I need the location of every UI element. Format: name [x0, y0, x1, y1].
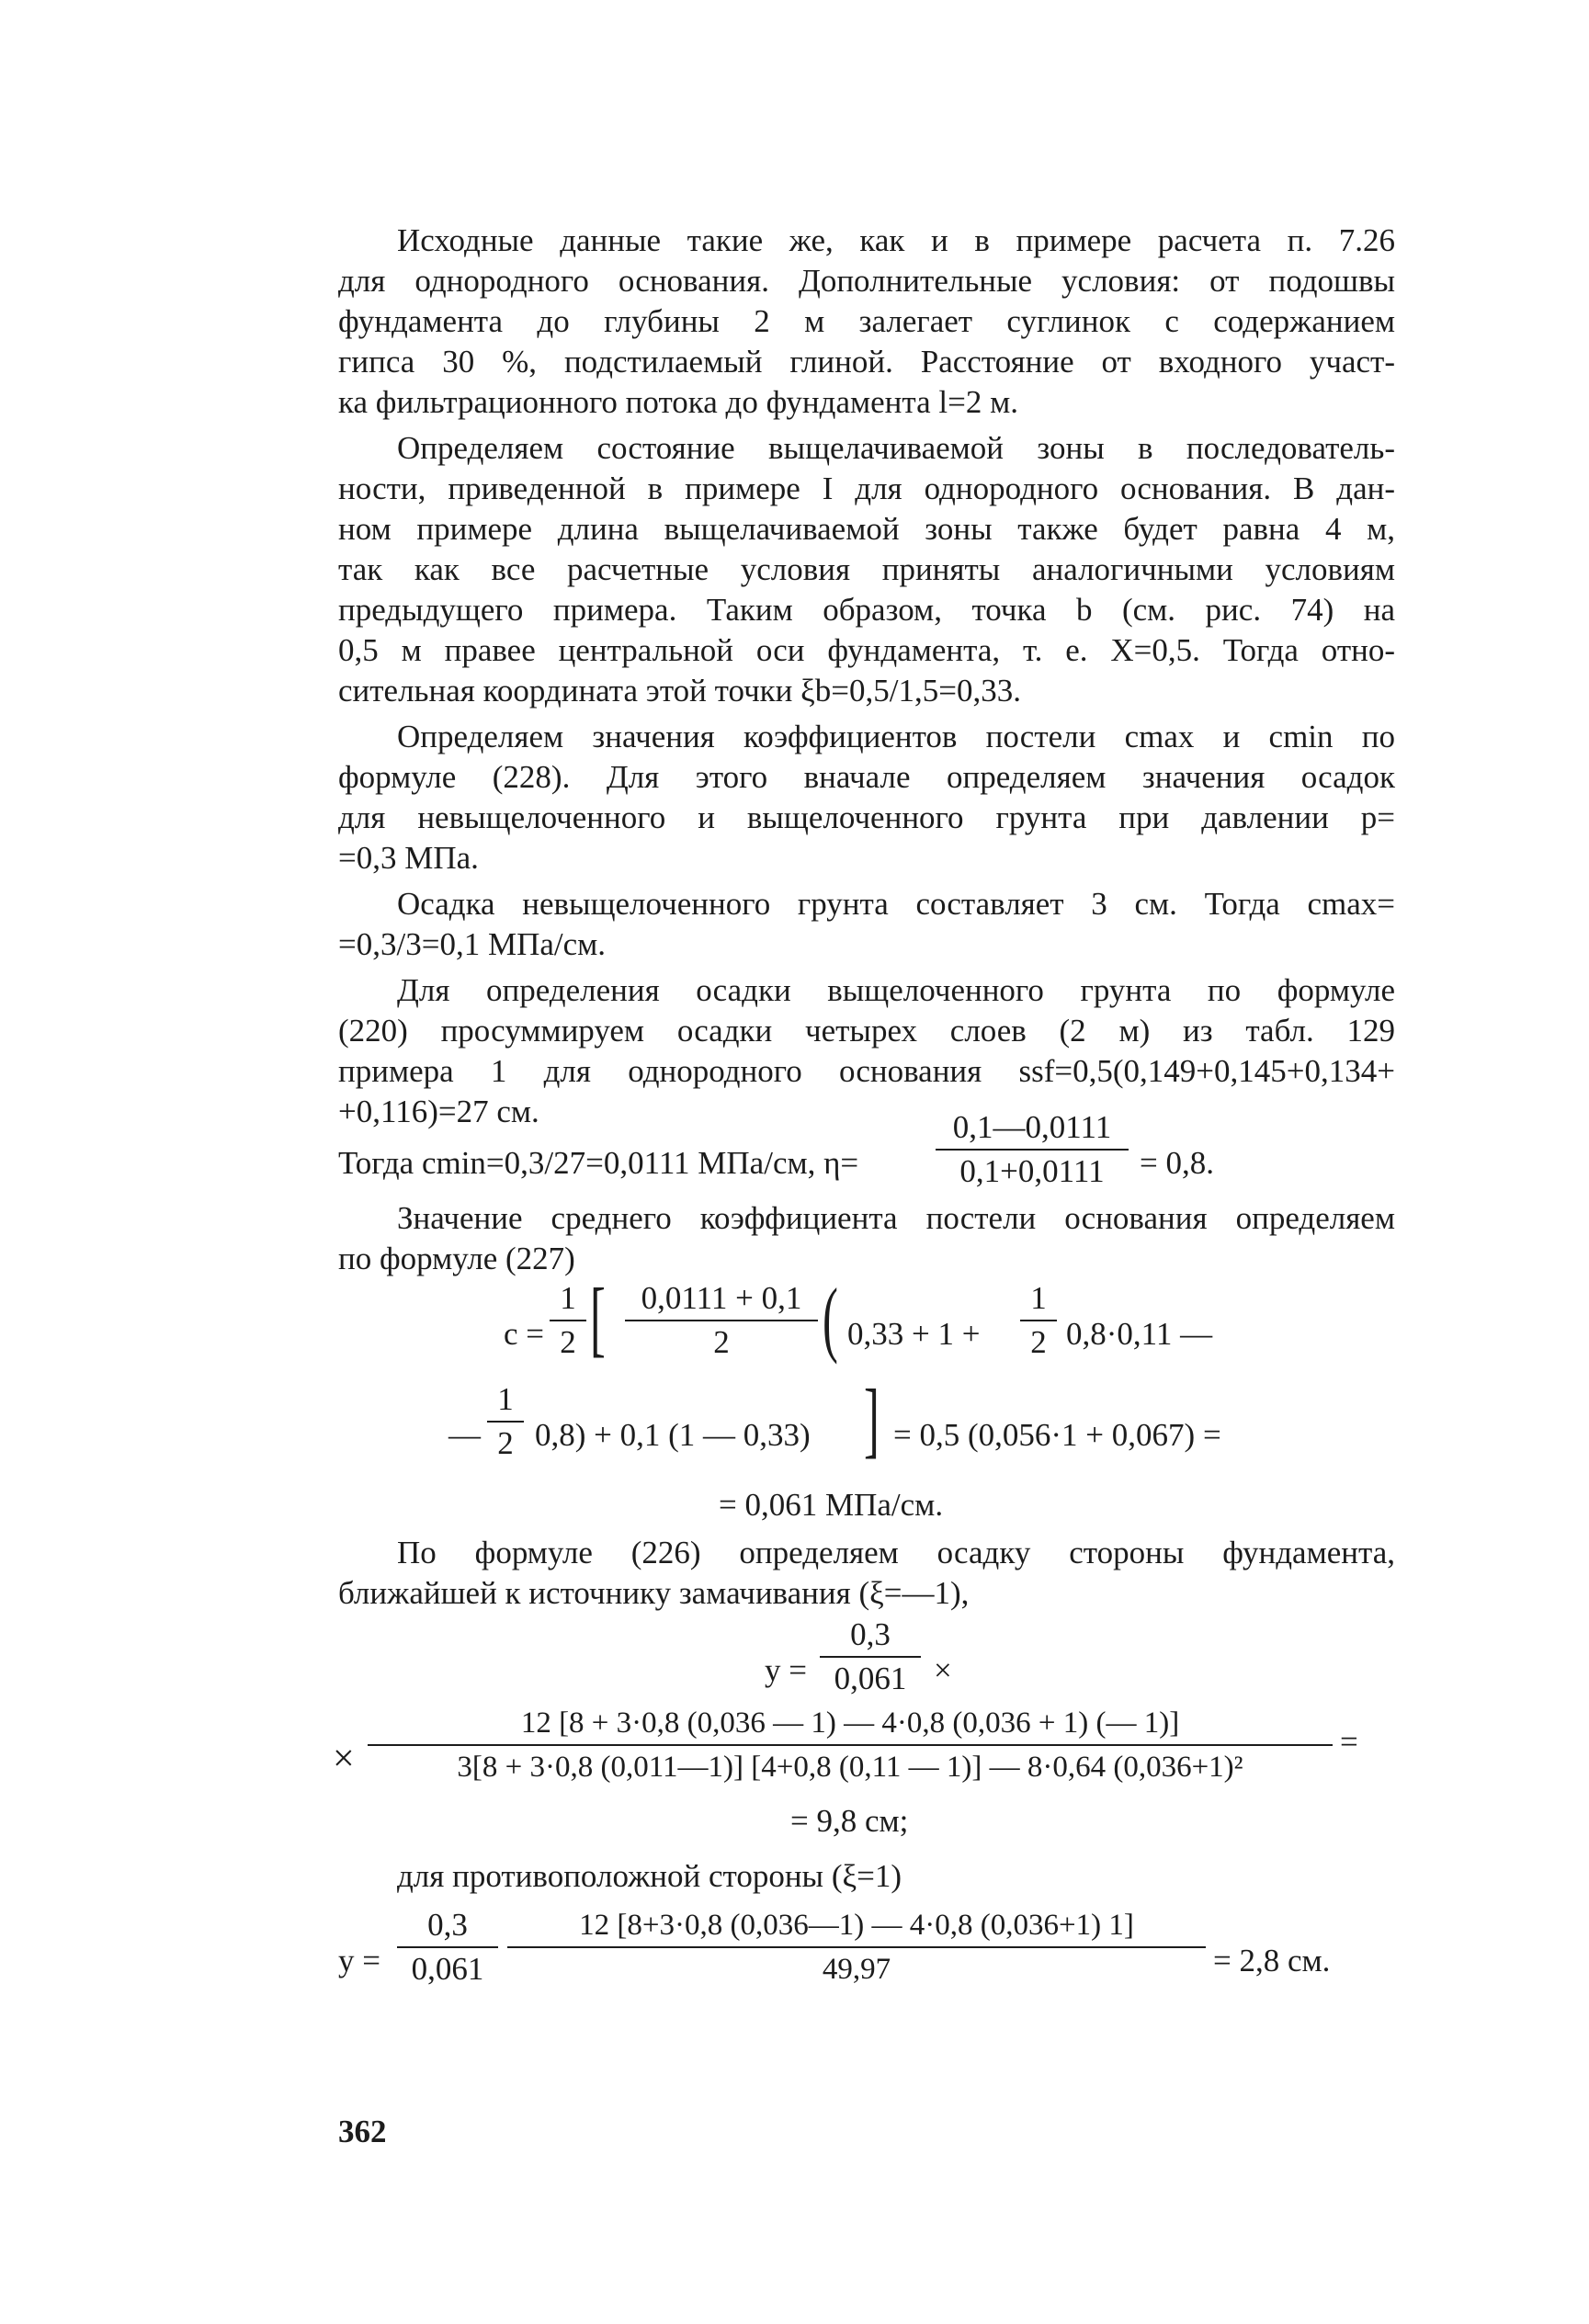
half-num: 1 — [1020, 1279, 1057, 1321]
text-line: для однородного основания. Дополнительные условия: от подошвы — [338, 263, 1395, 299]
eq-right: = — [1340, 1724, 1358, 1760]
y2-num2: 12 [8+3·0,8 (0,036—1) — 4·0,8 (0,036+1) 1] — [507, 1906, 1206, 1948]
text-line: Определяем состояние выщелачиваемой зоны в последователь- — [397, 430, 1395, 466]
page-number: 362 — [338, 2114, 387, 2149]
text-line: по формуле (227) — [338, 1241, 575, 1276]
text-line: Определяем значения коэффициентов постели cmax и cmin по — [397, 719, 1395, 754]
text-line: +0,116)=27 см. — [338, 1094, 539, 1129]
y-num: 0,3 — [820, 1615, 921, 1658]
eta-fraction — [936, 1108, 1129, 1191]
big-den: 3[8 + 3·0,8 (0,011—1)] [4+0,8 (0,11 — 1)] — 8·0,64 (0,036+1)² — [457, 1751, 1243, 1784]
half-num: 1 — [487, 1380, 524, 1423]
text-line: для противоположной стороны (ξ=1) — [397, 1858, 902, 1894]
y2-fraction-2 — [507, 1906, 1206, 1989]
text-line: сительная координата этой точки ξb=0,5/1,5=0,33. — [338, 673, 1021, 709]
y2-result: = 2,8 см. — [1213, 1943, 1331, 1978]
c-equals: c = — [504, 1316, 545, 1352]
half-num: 1 — [550, 1279, 586, 1321]
text-line: =0,3 МПа. — [338, 840, 479, 876]
y2-num1: 0,3 — [397, 1906, 498, 1948]
y-result: = 9,8 см; — [790, 1803, 909, 1839]
bracket-fraction — [625, 1279, 818, 1362]
big-num: 12 [8 + 3·0,8 (0,036 — 1) — 4·0,8 (0,036 + 1) (— 1)] — [368, 1704, 1333, 1746]
times-left: × — [333, 1738, 355, 1780]
close-bracket: ] — [864, 1372, 880, 1466]
big-fraction — [368, 1704, 1333, 1786]
open-paren: ( — [823, 1271, 838, 1365]
eta-numerator: 0,1—0,0111 — [936, 1108, 1129, 1151]
y2-fraction-1 — [397, 1906, 498, 1989]
c-line2-result: = 0,5 (0,056·1 + 0,067) = — [893, 1417, 1221, 1453]
y2-den2: 49,97 — [822, 1953, 891, 1986]
half-den: 2 — [497, 1425, 514, 1461]
eta-prefix: Тогда cmin=0,3/27=0,0111 МПа/см, η= — [338, 1145, 859, 1181]
text-line: ности, приведенной в примере I для однородного основания. В дан- — [338, 470, 1395, 506]
y2-equals: y = — [338, 1943, 380, 1978]
c-line2-prefix: — — [448, 1417, 481, 1453]
half-den: 2 — [560, 1324, 576, 1360]
c-part1: 0,33 + 1 + — [847, 1316, 981, 1352]
text-line: Осадка невыщелоченного грунта составляет 3 см. Тогда cmax= — [397, 886, 1395, 922]
text-line: ближайшей к источнику замачивания (ξ=—1), — [338, 1575, 970, 1611]
y-den: 0,061 — [834, 1661, 907, 1696]
half-fraction-3 — [487, 1380, 524, 1463]
y-equals: y = — [765, 1652, 807, 1688]
text-line: предыдущего примера. Таким образом, точка b (см. рис. 74) на — [338, 592, 1395, 628]
times-sign: × — [934, 1652, 952, 1688]
text-line: По формуле (226) определяем осадку стороны фундамента, — [397, 1535, 1395, 1570]
eta-denominator: 0,1+0,0111 — [959, 1153, 1105, 1189]
text-line: формуле (228). Для этого вначале определяем значения осадок — [338, 759, 1395, 795]
c-part2: 0,8·0,11 — — [1066, 1316, 1213, 1352]
bracket-frac-den: 2 — [713, 1324, 730, 1360]
y-fraction — [820, 1615, 921, 1698]
text-line: Исходные данные такие же, как и в примере расчета п. 7.26 — [397, 222, 1395, 258]
text-line: (220) просуммируем осадки четырех слоев (2 м) из табл. 129 — [338, 1013, 1395, 1049]
text-line: 0,5 м правее центральной оси фундамента, т. е. X=0,5. Тогда отно- — [338, 632, 1395, 668]
half-den: 2 — [1030, 1324, 1047, 1360]
text-line: примера 1 для однородного основания ssf=0,5(0,149+0,145+0,134+ — [338, 1053, 1395, 1089]
bracket-frac-num: 0,0111 + 0,1 — [625, 1279, 818, 1321]
text-line: ка фильтрационного потока до фундамента l=2 м. — [338, 384, 1019, 420]
text-line: гипса 30 %, подстилаемый глиной. Расстояние от входного участ- — [338, 344, 1395, 380]
text-line: Для определения осадки выщелоченного грунта по формуле — [397, 972, 1395, 1008]
y2-den1: 0,061 — [411, 1951, 484, 1987]
open-bracket: [ — [590, 1271, 606, 1365]
eta-suffix: = 0,8. — [1140, 1145, 1214, 1181]
half-fraction — [550, 1279, 586, 1362]
c-line3: = 0,061 МПа/см. — [719, 1487, 944, 1523]
text-line: для невыщелоченного и выщелоченного грунта при давлении p= — [338, 799, 1395, 835]
text-line: Значение среднего коэффициента постели основания определяем — [397, 1200, 1395, 1236]
text-line: =0,3/3=0,1 МПа/см. — [338, 926, 607, 962]
text-line: фундамента до глубины 2 м залегает суглинок с содержанием — [338, 303, 1395, 339]
text-line: так как все расчетные условия приняты аналогичными условиям — [338, 551, 1395, 587]
text-line: ном примере длина выщелачиваемой зоны также будет равна 4 м, — [338, 511, 1395, 547]
half-fraction-2 — [1020, 1279, 1057, 1362]
c-line2-mid: 0,8) + 0,1 (1 — 0,33) — [535, 1417, 811, 1453]
